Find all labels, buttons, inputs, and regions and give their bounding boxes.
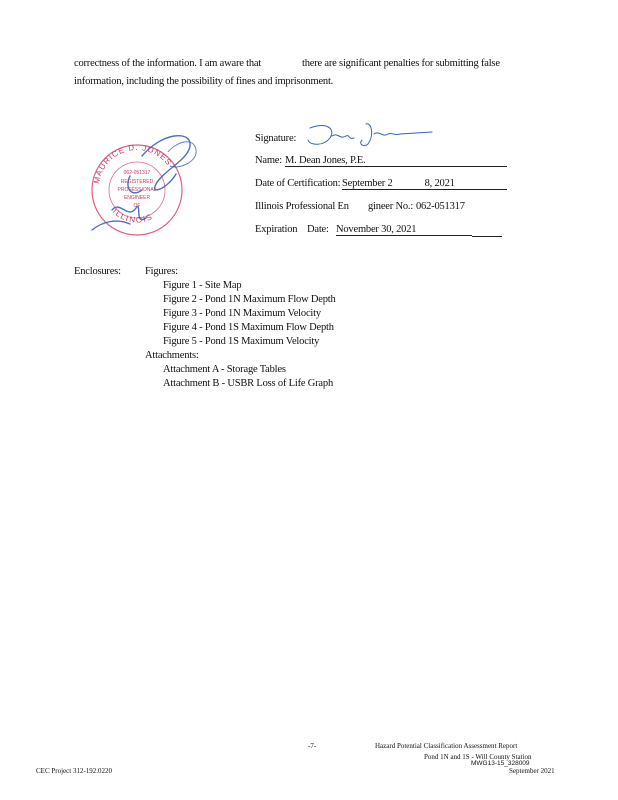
date-of-certification-value bbox=[342, 178, 507, 190]
date-of-certification-label: Date of Certification: bbox=[255, 178, 341, 189]
name-value: M. Dean Jones, P.E. bbox=[285, 155, 507, 167]
document-code: MWG13-15_328009 bbox=[471, 760, 530, 767]
seal-top-text: MAURICE D. JONES bbox=[92, 142, 174, 185]
page-number: -7- bbox=[308, 742, 317, 750]
seal-engineer-text: ENGINEER bbox=[123, 195, 151, 201]
body-text-line-2: information, including the possibility of fines and imprisonment. bbox=[74, 76, 334, 87]
figure-item: Figure 5 - Pond 1S Maximum Velocity bbox=[163, 336, 320, 347]
footer-date: September 2021 bbox=[509, 767, 555, 775]
footer-project-number: CEC Project 312-192.0220 bbox=[36, 767, 113, 775]
expiration-label-part-1: Expiration bbox=[255, 224, 298, 235]
handwritten-signature bbox=[296, 118, 436, 152]
figure-item: Figure 2 - Pond 1N Maximum Flow Depth bbox=[163, 294, 336, 305]
expiration-label-part-2: Date: bbox=[307, 224, 329, 235]
license-number: 062-051317 bbox=[416, 201, 465, 212]
enclosures-label: Enclosures: bbox=[74, 266, 121, 277]
attachment-item: Attachment A - Storage Tables bbox=[163, 364, 286, 375]
body-text-line-1a: correctness of the information. I am aware that bbox=[74, 58, 262, 69]
svg-text:ILLINOIS bbox=[111, 207, 155, 225]
attachments-label: Attachments: bbox=[145, 350, 199, 361]
expiration-date-value: November 30, 2021 bbox=[336, 224, 472, 236]
footer-report-subtitle: Pond 1N and 1S - Will County Station bbox=[424, 753, 532, 761]
license-label-part-1: Illinois Professional En bbox=[255, 201, 349, 212]
seal-license-text: 062-051317 bbox=[123, 170, 151, 176]
expiration-underline-extension bbox=[472, 224, 502, 237]
figure-item: Figure 4 - Pond 1S Maximum Flow Depth bbox=[163, 322, 334, 333]
seal-bottom-text: ILLINOIS bbox=[110, 206, 155, 225]
name-label: Name: bbox=[255, 155, 282, 166]
date-value-part-2: 8, 2021 bbox=[424, 178, 455, 189]
attachment-item: Attachment B - USBR Loss of Life Graph bbox=[163, 378, 333, 389]
figure-item: Figure 3 - Pond 1N Maximum Velocity bbox=[163, 308, 321, 319]
seal-professional-text: PROFESSIONAL bbox=[117, 187, 157, 193]
figures-label: Figures: bbox=[145, 266, 178, 277]
signature-label: Signature: bbox=[255, 133, 297, 144]
seal-of-text: OF bbox=[133, 203, 141, 209]
body-text-line-1b: there are significant penalties for submitting false bbox=[302, 58, 500, 69]
footer-report-title: Hazard Potential Classification Assessment Report bbox=[375, 742, 518, 750]
figure-item: Figure 1 - Site Map bbox=[163, 280, 242, 291]
date-value-part-1: September 2 bbox=[342, 178, 393, 189]
engineer-seal bbox=[72, 126, 212, 244]
license-label-part-2: gineer No.: bbox=[368, 201, 414, 212]
seal-registered-text: REGISTERED bbox=[120, 179, 154, 185]
